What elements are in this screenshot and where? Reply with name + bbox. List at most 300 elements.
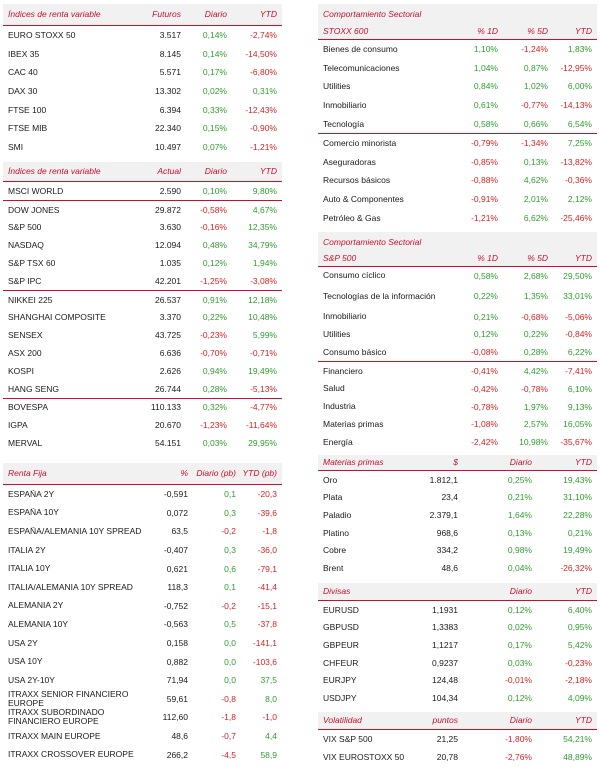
row-value: 0,5	[224, 619, 236, 630]
row-value: -0,08%	[471, 347, 498, 358]
row-label: SENSEX	[8, 330, 43, 341]
row-label: NASDAQ	[8, 240, 44, 251]
row-value: -0,58%	[200, 204, 227, 215]
row-value: 118,3	[167, 582, 188, 593]
table-row	[3, 380, 282, 398]
row-value: 37,5	[260, 675, 277, 686]
row-group	[318, 40, 597, 133]
row-value: 0,98%	[507, 545, 532, 556]
row-value: 0,1	[224, 489, 236, 500]
row-value: 5,42%	[567, 639, 592, 650]
row-label: Plata	[323, 492, 343, 503]
row-value: -37,8	[257, 619, 277, 630]
header-cell: Diario (pb)	[196, 469, 236, 478]
table-row	[3, 671, 282, 690]
row-value: 0,03%	[202, 438, 227, 449]
row-label: GBPUSD	[323, 622, 359, 633]
row-value: -0,70%	[200, 348, 227, 359]
row-value: 0,22%	[202, 312, 227, 323]
row-label: FTSE 100	[8, 104, 47, 115]
indices-world-table	[3, 162, 282, 452]
row-value: 0,15%	[202, 123, 227, 134]
row-value: 48,6	[441, 562, 458, 573]
header-cell: YTD	[260, 167, 277, 176]
row-value: 10,48%	[248, 312, 277, 323]
table-row	[318, 114, 597, 133]
table-row	[3, 63, 282, 82]
row-label: Industria	[323, 402, 356, 412]
row-value: -0,88%	[471, 175, 498, 186]
table-row	[3, 291, 282, 309]
row-label: Consumo cíclico	[323, 271, 386, 281]
row-group	[318, 361, 597, 451]
table-header	[318, 712, 597, 730]
table-row	[318, 619, 597, 637]
row-value: 1,35%	[523, 291, 548, 302]
row-value: -12,95%	[560, 62, 592, 73]
row-value: 0,33%	[202, 104, 227, 115]
row-label: EURUSD	[323, 604, 359, 615]
row-label: Tecnología	[323, 118, 365, 129]
row-value: -15,1	[257, 600, 277, 611]
row-label: Brent	[323, 562, 344, 573]
row-value: 0,3	[224, 507, 236, 518]
row-group	[318, 471, 597, 577]
row-label: HANG SENG	[8, 383, 60, 394]
row-value: 3.630	[159, 222, 181, 233]
row-label: NIKKEI 225	[8, 294, 53, 305]
row-label: Aseguradoras	[323, 156, 376, 167]
row-value: 9,80%	[252, 185, 277, 196]
header-cell: Divisas	[323, 587, 351, 596]
table-row	[3, 727, 282, 746]
row-value: 16,05%	[563, 419, 592, 430]
table-row	[318, 59, 597, 78]
row-value: 54,21%	[563, 734, 592, 744]
row-value: -36,0	[257, 545, 277, 556]
header-cell: YTD (pb)	[242, 469, 277, 478]
row-value: 6,22%	[567, 347, 592, 358]
header-cell: YTD	[575, 587, 592, 596]
row-value: 34,79%	[248, 240, 277, 251]
row-value: 6,00%	[567, 81, 592, 92]
row-value: -0,7	[221, 731, 236, 742]
row-value: -5,13%	[250, 383, 277, 394]
row-value: -79,1	[257, 563, 277, 574]
row-value: 0,22%	[523, 329, 548, 340]
row-value: 4,09%	[567, 692, 592, 703]
row-label: Inmobiliario	[323, 100, 367, 111]
row-value: 266,2	[166, 749, 188, 760]
header-cell: % 5D	[527, 26, 548, 36]
row-value: 3.370	[159, 312, 181, 323]
row-value: 10,98%	[519, 437, 548, 448]
row-label: Recursos básicos	[323, 175, 391, 186]
row-value: -0,407	[163, 545, 188, 556]
table-header	[318, 583, 597, 601]
row-value: -0,79%	[471, 138, 498, 149]
row-value: 0,32%	[202, 402, 227, 413]
row-label: Tecnologías de la información	[323, 291, 436, 301]
row-value: 0,12%	[473, 329, 498, 340]
row-value: 0,17%	[202, 67, 227, 78]
row-value: -4,5	[221, 749, 236, 760]
table-row	[318, 601, 597, 619]
table-row	[318, 343, 597, 361]
row-label: EURJPY	[323, 675, 357, 686]
row-value: -1,23%	[200, 420, 227, 431]
row-label: MERVAL	[8, 438, 43, 449]
table-row	[318, 171, 597, 190]
row-value: 1,04%	[473, 62, 498, 73]
row-value: 23,4	[441, 492, 458, 503]
row-value: 2,68%	[523, 270, 548, 281]
row-label: Comercio minorista	[323, 138, 397, 149]
row-value: 6.394	[159, 104, 181, 115]
row-label: ESPAÑA 2Y	[8, 489, 55, 499]
header-cell: Índices de renta variable	[8, 10, 101, 19]
indices-europe-table	[3, 4, 282, 156]
row-label: Salud	[323, 384, 345, 394]
table-row	[318, 730, 597, 748]
row-value: 22,28%	[563, 509, 592, 520]
row-value: -0,23%	[200, 330, 227, 341]
currencies-table	[318, 583, 597, 707]
row-value: 58,9	[260, 749, 277, 760]
row-value: 0,87%	[523, 62, 548, 73]
row-value: 43.725	[155, 330, 181, 341]
sector-sp500-table	[318, 232, 597, 451]
row-value: 33,01%	[563, 291, 592, 302]
row-value: -0,591	[163, 489, 188, 500]
table-row	[318, 636, 597, 654]
row-value: 19,49%	[563, 545, 592, 556]
row-value: -35,67%	[560, 437, 592, 448]
row-value: 22.340	[155, 123, 181, 134]
row-label: VIX EUROSTOXX 50	[323, 752, 405, 762]
row-label: Petróleo & Gas	[323, 212, 381, 223]
table-row	[318, 153, 597, 172]
table-row	[3, 399, 282, 417]
table-row	[3, 100, 282, 119]
row-value: 5.571	[159, 67, 181, 78]
header-cell: Volatilidad	[323, 716, 362, 725]
row-value: -26,32%	[560, 562, 592, 573]
table-row	[318, 326, 597, 344]
row-label: CAC 40	[8, 67, 38, 78]
row-label: ITRAXX MAIN EUROPE	[8, 731, 101, 741]
row-value: 104,34	[432, 692, 458, 703]
table-row	[3, 541, 282, 560]
table-row	[318, 96, 597, 115]
table-row	[318, 398, 597, 416]
row-label: EURO STOXX 50	[8, 30, 76, 41]
row-value: 63,5	[171, 526, 188, 537]
row-value: 21,25	[436, 734, 458, 744]
row-value: 0,13%	[507, 527, 532, 538]
row-label: ALEMANIA 10Y	[8, 619, 69, 629]
row-value: 0,10%	[202, 185, 227, 196]
row-value: 1,1217	[432, 639, 458, 650]
row-value: -1,80%	[505, 734, 532, 744]
table-row	[318, 654, 597, 672]
row-value: -0,563	[163, 619, 188, 630]
table-row	[3, 559, 282, 578]
row-value: 0,91%	[202, 294, 227, 305]
row-value: 0,84%	[473, 81, 498, 92]
row-label: S&P IPC	[8, 275, 42, 286]
row-value: -1,8	[221, 712, 236, 723]
row-value: -6,80%	[250, 67, 277, 78]
table-header	[318, 251, 597, 267]
row-value: 1.812,1	[429, 474, 458, 485]
row-value: -0,752	[163, 600, 188, 611]
table-header	[318, 455, 597, 471]
row-value: 20,78	[436, 752, 458, 762]
row-group	[3, 485, 282, 764]
table-row	[318, 285, 597, 308]
row-value: 0,12%	[507, 604, 532, 615]
row-label: FTSE MIB	[8, 123, 48, 134]
table-row	[318, 40, 597, 59]
row-label: USDJPY	[323, 692, 357, 703]
header-cell: YTD	[575, 26, 592, 36]
row-value: -0,01%	[505, 675, 532, 686]
row-value: -11,64%	[245, 420, 277, 431]
row-value: -0,71%	[250, 348, 277, 359]
row-label: ITALIA 2Y	[8, 545, 46, 555]
table-header	[3, 463, 282, 485]
row-value: 3.517	[159, 30, 181, 41]
row-label: Oro	[323, 474, 338, 485]
row-value: -41,4	[257, 582, 277, 593]
row-value: 59,61	[166, 693, 188, 704]
row-value: 0,58%	[473, 270, 498, 281]
row-value: -1,0	[262, 712, 277, 723]
section-title-label: Comportamiento Sectorial	[323, 236, 422, 247]
row-value: 1,02%	[523, 81, 548, 92]
row-label: Utilities	[323, 329, 351, 339]
row-label: DOW JONES	[8, 204, 60, 215]
row-value: -0,42%	[471, 383, 498, 394]
row-label: SMI	[8, 141, 24, 152]
row-value: 112,60	[162, 712, 188, 723]
table-row	[3, 634, 282, 653]
row-value: 12,35%	[248, 222, 277, 233]
row-value: 7,25%	[567, 138, 592, 149]
header-cell: % 1D	[477, 26, 498, 36]
row-value: -39,6	[257, 507, 277, 518]
row-value: -12,43%	[245, 104, 277, 115]
row-value: -0,16%	[200, 222, 227, 233]
row-label: Bienes de consumo	[323, 44, 398, 55]
table-row	[318, 489, 597, 507]
row-value: 1,64%	[507, 509, 532, 520]
table-row	[318, 380, 597, 398]
table-row	[3, 236, 282, 254]
table-row	[318, 748, 597, 766]
row-label: Paladio	[323, 509, 352, 520]
sector-stoxx600-table	[318, 4, 597, 227]
row-value: 19,49%	[248, 365, 277, 376]
row-label: Telecomunicaciones	[323, 62, 400, 73]
header-cell: $	[453, 458, 458, 467]
table-row	[318, 559, 597, 577]
table-row	[3, 138, 282, 157]
table-header	[3, 162, 282, 182]
header-cell: YTD	[575, 254, 592, 263]
row-value: 1,3383	[432, 622, 458, 633]
table-header	[318, 23, 597, 40]
row-value: 2.379,1	[429, 509, 458, 520]
row-value: 2,57%	[523, 419, 548, 430]
row-value: 0,21%	[507, 492, 532, 503]
table-row	[318, 506, 597, 524]
header-cell: %	[180, 469, 188, 478]
row-value: -0,77%	[521, 100, 548, 111]
row-value: -0,23%	[565, 657, 592, 668]
row-label: ASX 200	[8, 348, 42, 359]
row-value: 6,62%	[523, 212, 548, 223]
row-label: ITALIA 10Y	[8, 564, 51, 574]
row-label: Platino	[323, 527, 349, 538]
row-value: 9,13%	[567, 401, 592, 412]
table-header	[3, 4, 282, 26]
row-value: -0,2	[221, 526, 236, 537]
row-value: 0,21%	[567, 527, 592, 538]
row-value: 0,94%	[202, 365, 227, 376]
row-label: KOSPI	[8, 365, 34, 376]
row-label: ITRAXX SUBORDINADO FINANCIERO EUROPE	[8, 708, 105, 727]
header-cell: Diario	[509, 587, 532, 596]
row-value: -0,36%	[565, 175, 592, 186]
header-cell: % 1D	[477, 254, 498, 263]
row-label: VIX S&P 500	[323, 734, 373, 744]
row-value: 0,0	[224, 656, 236, 667]
row-value: 31,10%	[563, 492, 592, 503]
row-value: 0,9237	[432, 657, 458, 668]
table-row	[3, 309, 282, 327]
row-value: -0,2	[221, 600, 236, 611]
row-value: 0,882	[166, 656, 188, 667]
row-value: 4,62%	[523, 175, 548, 186]
row-value: -1,25%	[200, 275, 227, 286]
row-label: USA 2Y	[8, 638, 38, 648]
row-value: 0,31%	[252, 86, 277, 97]
header-cell: Diario	[204, 10, 227, 19]
table-row	[3, 690, 282, 709]
row-value: 29.872	[155, 204, 181, 215]
row-value: 1,10%	[473, 44, 498, 55]
table-row	[318, 541, 597, 559]
row-value: 2.590	[159, 185, 181, 196]
header-cell: Índices de renta variable	[8, 167, 101, 176]
header-cell: YTD	[260, 10, 277, 19]
header-cell: Materias primas	[323, 458, 384, 467]
row-label: S&P TSX 60	[8, 258, 56, 269]
header-cell: YTD	[575, 458, 592, 467]
row-value: -2,74%	[250, 30, 277, 41]
row-value: 1.035	[159, 258, 181, 269]
row-value: -3,08%	[250, 275, 277, 286]
row-value: -141,1	[252, 638, 277, 649]
row-value: -2,76%	[505, 752, 532, 762]
table-row	[3, 254, 282, 272]
row-value: 0,02%	[202, 86, 227, 97]
row-value: 0,14%	[202, 30, 227, 41]
table-row	[3, 201, 282, 219]
table-row	[3, 745, 282, 764]
row-value: 8.145	[159, 48, 181, 59]
row-value: 1,94%	[252, 258, 277, 269]
row-label: ESPAÑA 10Y	[8, 508, 59, 518]
row-label: ITRAXX SENIOR FINANCIERO EUROPE	[8, 689, 129, 708]
row-value: -14,13%	[560, 100, 592, 111]
row-value: -1,24%	[521, 44, 548, 55]
table-row	[318, 77, 597, 96]
volatility-table	[318, 712, 597, 766]
row-value: 12,18%	[248, 294, 277, 305]
row-value: 0,6	[224, 563, 236, 574]
row-group	[3, 26, 282, 156]
header-cell: puntos	[432, 716, 458, 725]
row-value: -5,06%	[565, 311, 592, 322]
row-value: 0,22%	[473, 291, 498, 302]
header-cell: Diario	[509, 716, 532, 725]
table-row	[318, 671, 597, 689]
header-cell: S&P 500	[323, 254, 357, 263]
row-value: 0,1	[224, 582, 236, 593]
header-cell: Renta Fija	[8, 469, 47, 478]
row-group	[318, 133, 597, 227]
row-label: Auto & Componentes	[323, 194, 404, 205]
row-label: S&P 500	[8, 222, 42, 233]
row-value: 0,28%	[202, 383, 227, 394]
row-value: 2.626	[159, 365, 181, 376]
row-value: 26.744	[155, 383, 181, 394]
row-value: 0,28%	[523, 347, 548, 358]
row-value: 20.670	[155, 420, 181, 431]
table-row	[3, 182, 282, 200]
row-label: ITALIA/ALEMANIA 10Y SPREAD	[8, 582, 133, 592]
table-row	[3, 119, 282, 138]
row-label: IGPA	[8, 420, 28, 431]
table-row	[318, 308, 597, 326]
fixed-income-table	[3, 463, 282, 764]
row-value: 0,61%	[473, 100, 498, 111]
row-label: Cobre	[323, 545, 347, 556]
row-label: MSCI WORLD	[8, 185, 64, 196]
row-value: 6,40%	[567, 604, 592, 615]
row-value: 26.537	[155, 294, 181, 305]
row-label: BOVESPA	[8, 402, 48, 413]
row-value: -1,21%	[471, 212, 498, 223]
row-value: -25,46%	[560, 212, 592, 223]
row-value: 0,17%	[507, 639, 532, 650]
row-value: 54.151	[155, 438, 181, 449]
row-label: Energía	[323, 437, 353, 447]
table-row	[3, 578, 282, 597]
row-value: 0,25%	[507, 474, 532, 485]
row-value: 0,14%	[202, 48, 227, 59]
header-cell: Futuros	[152, 10, 181, 19]
row-value: -2,42%	[471, 437, 498, 448]
row-value: 2,12%	[567, 194, 592, 205]
row-value: -0,8	[221, 693, 236, 704]
row-value: -0,41%	[471, 366, 498, 377]
row-value: 968,6	[436, 527, 458, 538]
row-label: Utilities	[323, 81, 351, 92]
